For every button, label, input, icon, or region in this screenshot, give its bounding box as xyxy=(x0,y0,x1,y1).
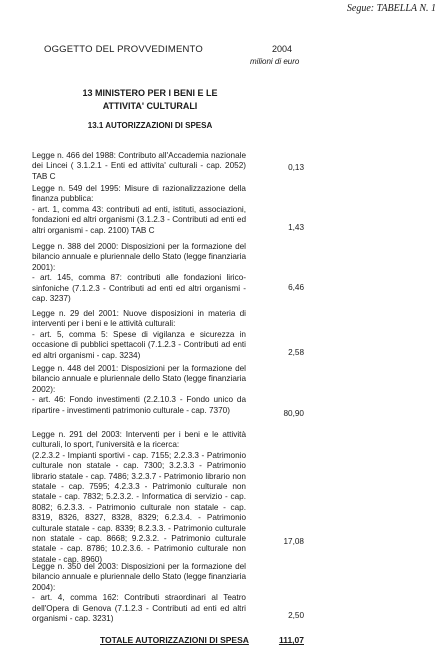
entry-value: 2,58 xyxy=(288,348,304,357)
entry-value: 1,43 xyxy=(288,223,304,232)
segue-label: Segue: TABELLA N. 1 xyxy=(346,3,436,14)
law-entry xyxy=(32,562,246,624)
entry-text: - art. 46: Fondo investimenti (2.2.10.3 - Fondo unico da ripartire - investimenti patrimonio culturale - cap. 7370) xyxy=(32,395,246,415)
ministry-title-line2: ATTIVITA' CULTURALI xyxy=(102,101,198,111)
entry-text: Legge n. 549 del 1995: Misure di razionalizzazione della finanza pubblica: xyxy=(32,184,246,204)
entry-value: 17,08 xyxy=(283,537,304,546)
law-entry xyxy=(32,309,246,361)
entry-value: 2,50 xyxy=(288,611,304,620)
entry-value: 0,13 xyxy=(288,163,304,172)
entry-text: Legge n. 448 del 2001: Disposizioni per la formazione del bilancio annuale e pluriennale dello Stato (legge finanziaria 2002): xyxy=(32,364,246,394)
entry-value: 6,46 xyxy=(288,283,304,292)
entry-text: - art. 5, comma 5: Spese di vigilanza e sicurezza in occasione di pubblici spettacoli (7.1.2.3 - Contributi ad enti ed altri organismi - cap. 3234) xyxy=(32,329,246,360)
entry-text: - art. 145, comma 87: contributi alle fondazioni lirico-sinfoniche (7.1.2.3 - Contributi ad enti ed altri organismi - cap. 3237) xyxy=(32,273,246,304)
entry-text: - art. 4, comma 162: Contributi straordinari al Teatro dell'Opera di Genova (7.1.2.3 - Contributi ad enti ed altri organismi - cap. 3231) xyxy=(32,593,246,624)
law-entry xyxy=(32,184,246,236)
total-value: 111,07 xyxy=(278,635,304,645)
law-entry xyxy=(32,430,246,565)
entry-text: - art. 1, comma 43: contributi ad enti, istituti, associazioni, fondazioni ed altri organismi (3.1.2.3 - Contributi ad enti ed altri organismi - cap. 2100) TAB C xyxy=(32,204,246,235)
entry-text: (2.2.3.2 - Impianti sportivi - cap. 7155; 2.2.3.3 - Patrimonio culturale non statale - cap. 7300; 3.2.3.3 - Patrimonio librario statale - cap. 7486; 3.2.3.7 - Patrimonio librario non statale - cap. 7595; 4.2.3.3 - Patrimonio culturale non statale - cap. 7832; 5.2.3.2. - Informatica di servizio - cap. 8082; 6.2.3.3. - Patrimonio culturale non statale - cap. 8319, 8326, 8327, 8328, 8329; 6.2.3.4. - Patrimonio culturale statale - cap. 8339; 8.2.3.3. - Patrimonio culturale non statale - cap. 8668; 9.2.3.2. - Patrimonio culturale statale - cap. 8786; 10.2.3.6. - Patrimonio culturale non statale - cap. 8960) xyxy=(32,450,246,564)
entry-text: Legge n. 29 del 2001: Nuove disposizioni in materia di interventi per i beni e le attività culturali: xyxy=(32,309,246,329)
ministry-title-line1: 13 MINISTERO PER I BENI E LE xyxy=(82,88,218,98)
entry-text: Legge n. 388 del 2000: Disposizioni per la formazione del bilancio annuale e pluriennale dello Stato (legge finanziaria 2001): xyxy=(32,242,246,272)
entry-value: 80,90 xyxy=(283,409,304,418)
section-subtitle: 13.1 AUTORIZZAZIONI DI SPESA xyxy=(87,121,213,130)
ministry-title xyxy=(0,87,300,113)
law-entry xyxy=(32,242,246,304)
entry-text: Legge n. 350 del 2003: Disposizioni per la formazione del bilancio annuale e pluriennale dello Stato (legge finanziaria 2004): xyxy=(32,562,246,592)
total-label: TOTALE AUTORIZZAZIONI DI SPESA xyxy=(100,635,249,645)
column-title: OGGETTO DEL PROVVEDIMENTO xyxy=(44,44,203,55)
entry-text: Legge n. 466 del 1988: Contributo all'Accademia nazionale dei Lincei ( 3.1.2.1 - Enti ed attivita' culturali - cap. 2052) TAB C xyxy=(32,151,246,181)
law-entry xyxy=(32,364,246,416)
unit-header: milioni di euro xyxy=(250,57,300,66)
year-header: 2004 xyxy=(272,44,293,54)
law-entry xyxy=(32,151,246,182)
entry-text: Legge n. 291 del 2003: Interventi per i beni e le attività culturali, lo sport, l'università e la ricerca: xyxy=(32,430,246,450)
